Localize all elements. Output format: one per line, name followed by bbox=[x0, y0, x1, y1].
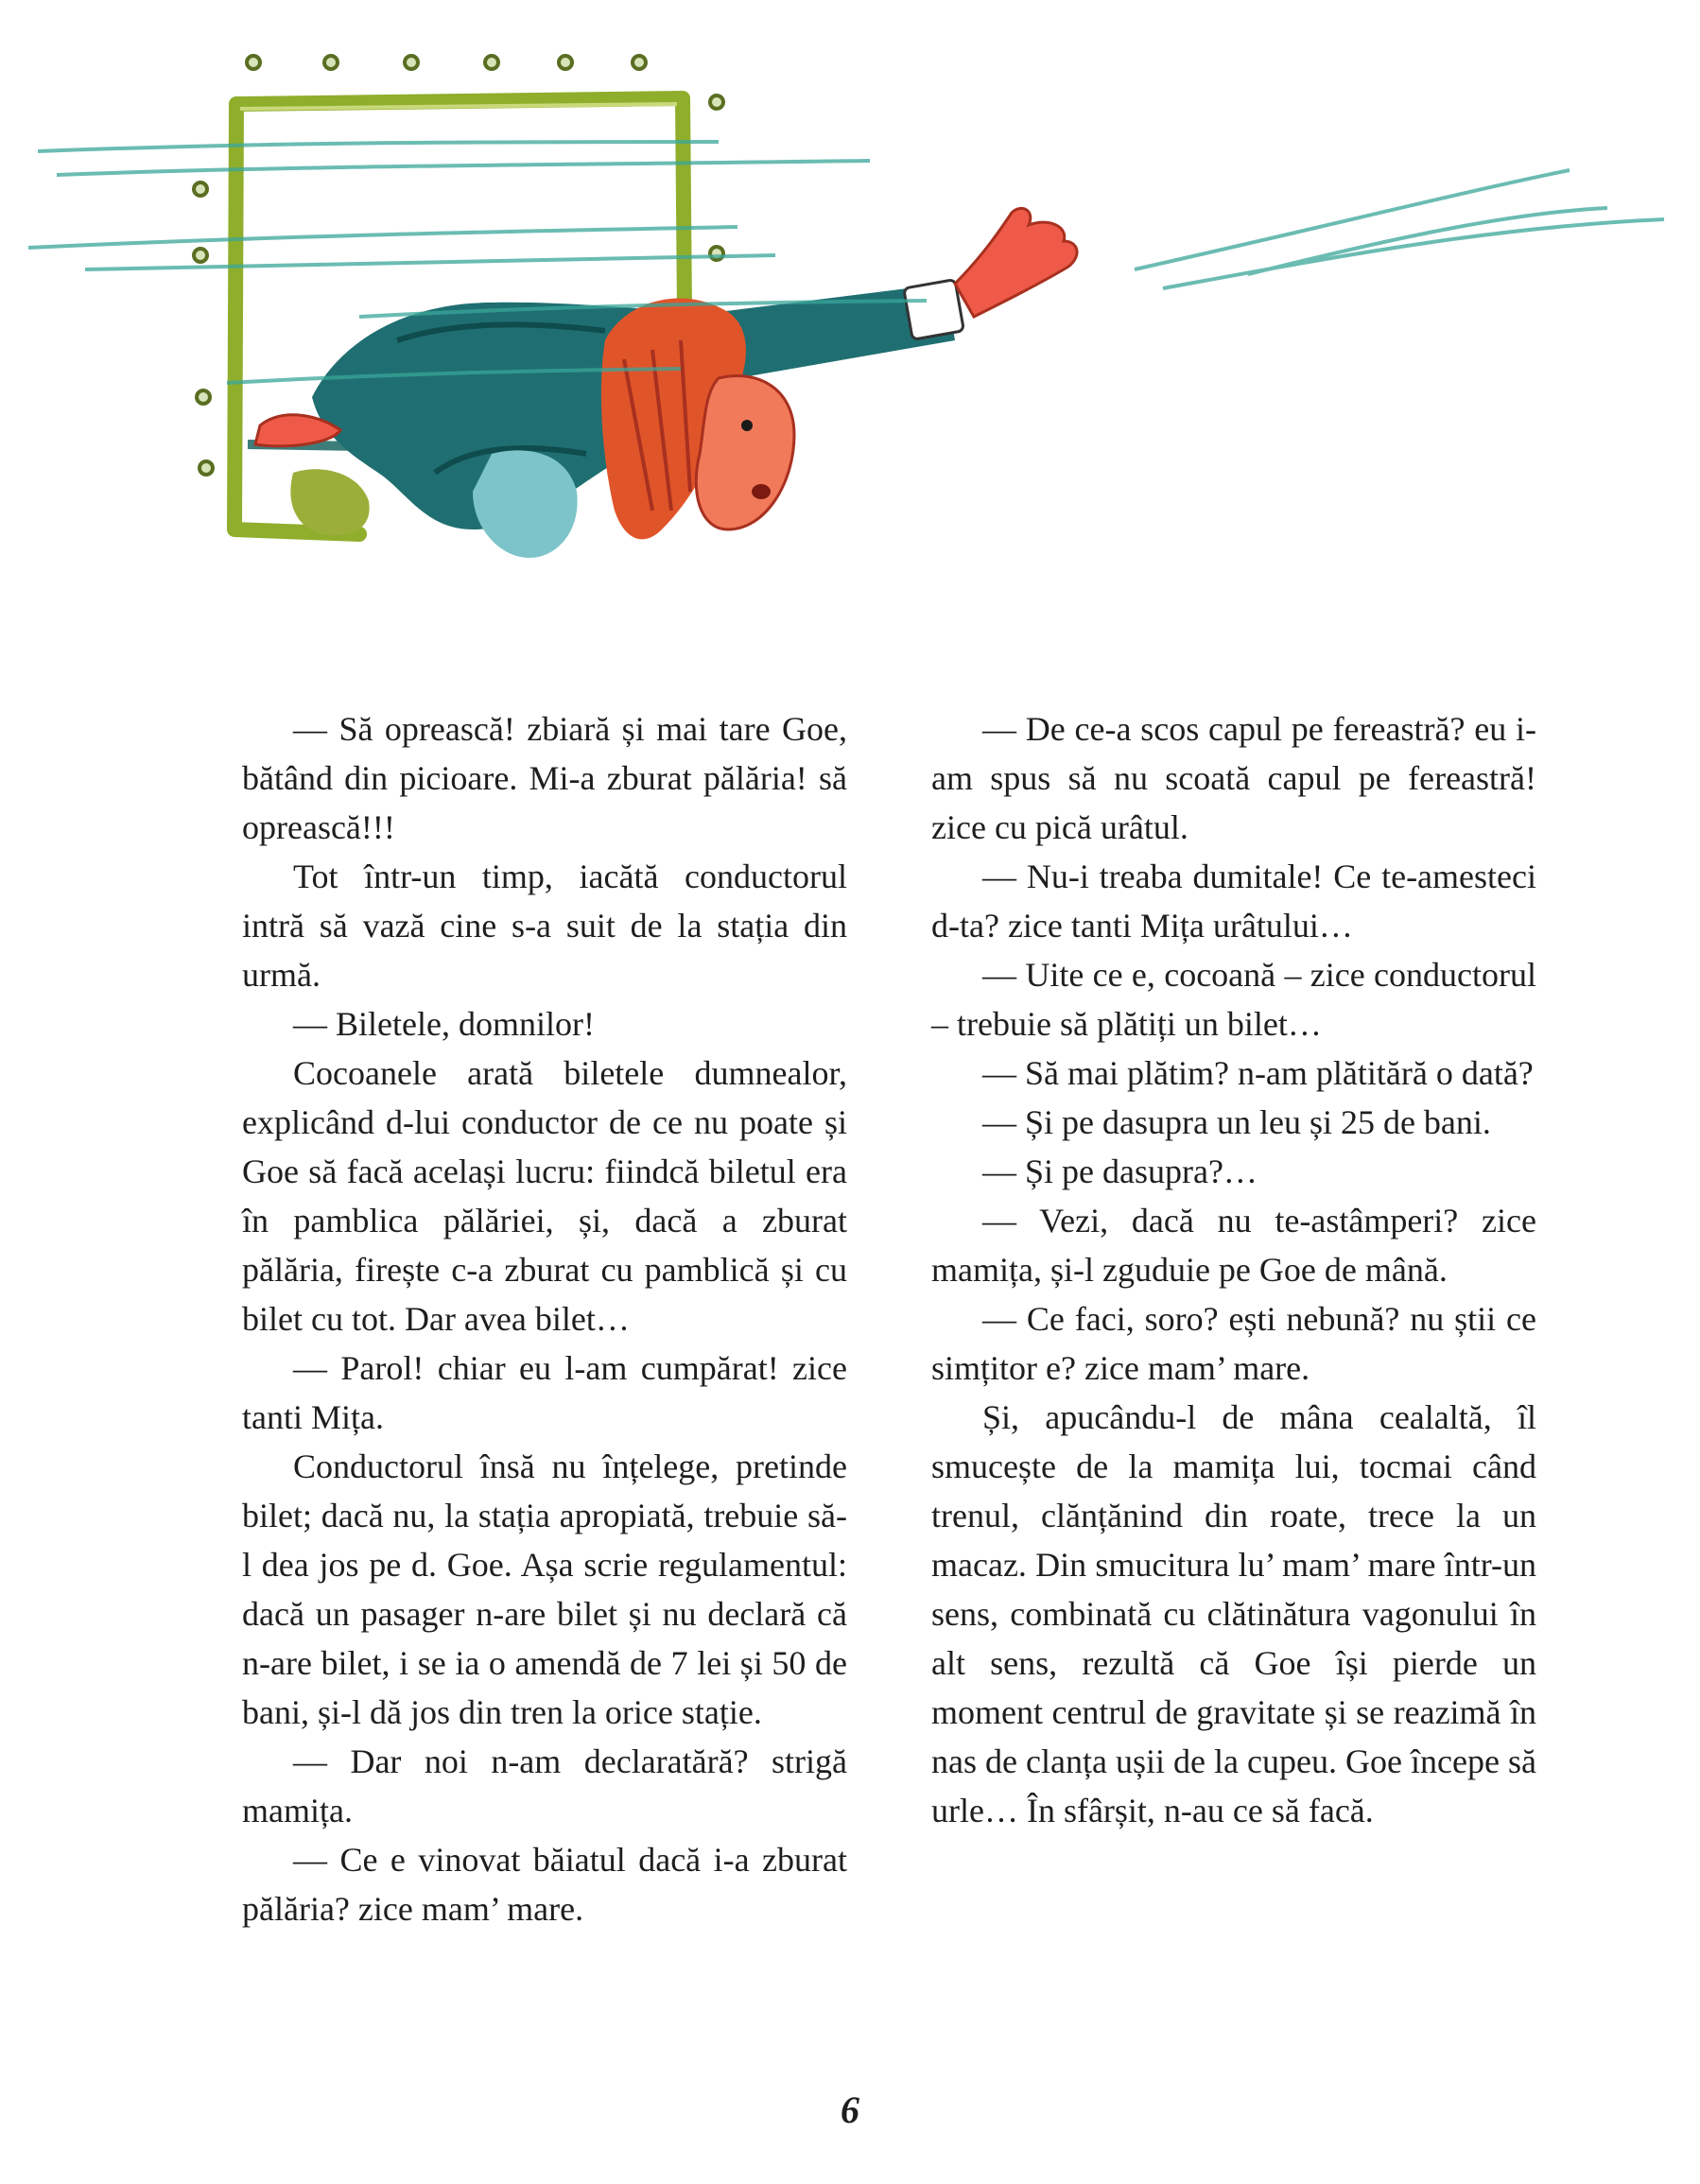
paragraph: Conductorul însă nu înțelege, pretinde bilet; dacă nu, la stația apropiată, trebuie să-l dea jos pe d. Goe. Așa scrie regulamentul: dacă un pasager n-are bilet și nu declară că n-are bilet, i se ia o amendă de 7 lei și 50 de bani, și-l dă jos din tren la orice stație. bbox=[242, 1447, 847, 1731]
paragraph: — Parol! chiar eu l-am cumpărat! zice tanti Mița. bbox=[242, 1349, 847, 1436]
paragraph: — Uite ce e, cocoană – zice conductorul – trebuie să plătiți un bilet… bbox=[931, 956, 1536, 1043]
right-text-column bbox=[931, 704, 1536, 1835]
paragraph: — Ce faci, soro? ești nebună? nu știi ce simțitor e? zice mam’ mare. bbox=[931, 1300, 1536, 1387]
paragraph: Cocoanele arată biletele dumnealor, explicând d-lui conductor de ce nu poate și Goe să facă același lucru: fiindcă biletul era în pamblica pălăriei, și, dacă a zburat pălăria, firește c-a zburat cu pamblică și cu bilet cu tot. Dar avea bilet… bbox=[242, 1054, 847, 1338]
train-window-illustration bbox=[0, 0, 1700, 605]
paragraph: — Vezi, dacă nu te-astâmperi? zice mamița, și-l zguduie pe Goe de mână. bbox=[931, 1202, 1536, 1289]
paragraph: — De ce-a scos capul pe fereastră? eu i-am spus să nu scoată capul pe fereastră! zice cu pică urâtul. bbox=[931, 710, 1536, 846]
hand bbox=[955, 208, 1077, 317]
paragraph: Tot într-un timp, iacătă conductorul intră să vază cine s-a suit de la stația din urmă. bbox=[242, 858, 847, 994]
paragraph: — Și pe dasupra un leu și 25 de bani. bbox=[982, 1103, 1491, 1141]
paragraph: — Biletele, domnilor! bbox=[293, 1005, 595, 1043]
paragraph: — Și pe dasupra?… bbox=[982, 1153, 1258, 1190]
left-text-column bbox=[242, 704, 847, 1933]
paragraph: — Dar noi n-am declaratără? strigă mamița. bbox=[242, 1742, 847, 1829]
paragraph: Și, apucându-l de mâna cealaltă, îl smucește de la mamița lui, tocmai când trenul, clănțănind din roate, trece la un macaz. Din smucitura lu’ mam’ mare într-un sens, combinată cu clătinătura vagonului în alt sens, rezultă că Goe își pierde un moment centrul de gravitate și se reazimă în nas de clanța ușii de la cupeu. Goe începe să urle… În sfârșit, n-au ce să facă. bbox=[931, 1398, 1536, 1829]
paragraph: — Să mai plătim? n-am plătitără o dată? bbox=[982, 1054, 1534, 1092]
page-number: 6 bbox=[841, 2089, 859, 2131]
paragraph: — Nu-i treaba dumitale! Ce te-amesteci d-ta? zice tanti Mița urâtului… bbox=[931, 858, 1536, 945]
paragraph: — Ce e vinovat băiatul dacă i-a zburat pălăria? zice mam’ mare. bbox=[242, 1841, 847, 1928]
paragraph: — Să oprească! zbiară și mai tare Goe, bătând din picioare. Mi-a zburat pălăria! să oprească!!! bbox=[242, 710, 847, 846]
boy-face bbox=[696, 376, 794, 530]
